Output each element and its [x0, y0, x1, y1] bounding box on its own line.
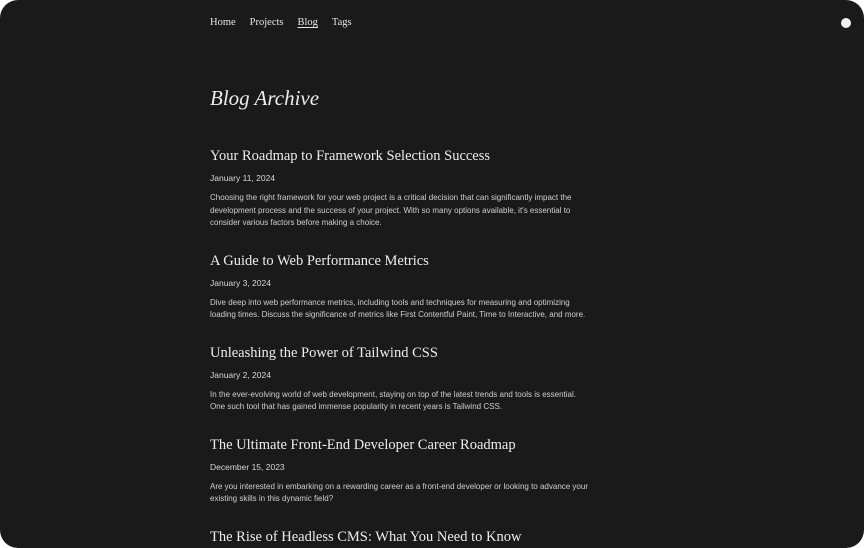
post-item — [210, 435, 590, 506]
post-title-link[interactable]: Your Roadmap to Framework Selection Success — [210, 148, 491, 164]
post-title-link[interactable]: A Guide to Web Performance Metrics — [210, 252, 429, 269]
page-title: Blog Archive — [210, 86, 320, 110]
nav-item-projects[interactable]: Projects — [249, 17, 284, 28]
post-title-link[interactable]: The Rise of Headless CMS: What You Need to Know — [210, 528, 522, 545]
post-excerpt: Are you interested in embarking on a rewarding career as a front-end developer or looking to advance your existing skills in this dynamic field? — [210, 481, 588, 503]
nav-item-tags[interactable]: Tags — [331, 17, 352, 28]
main-content — [210, 84, 590, 548]
post-item — [210, 343, 590, 414]
post-date: January 2, 2024 — [210, 369, 271, 380]
post-item — [210, 251, 590, 322]
post-title-link[interactable]: The Ultimate Front-End Developer Career Roadmap — [210, 436, 516, 453]
top-nav — [210, 17, 366, 28]
post-item — [210, 146, 590, 230]
theme-toggle-icon[interactable] — [841, 18, 851, 28]
nav-item-home[interactable]: Home — [210, 17, 236, 28]
post-date: December 15, 2023 — [210, 461, 285, 472]
post-excerpt: Choosing the right framework for your web project is a critical decision that can significantly impact the development process and the success of your project. With so many options available, it's essential to consider various factors before making a choice. — [210, 193, 572, 227]
nav-item-blog[interactable]: Blog — [297, 17, 318, 28]
post-excerpt: In the ever-evolving world of web development, staying on top of the latest trends and tools is essential. One such tool that has gained immense popularity in recent years is Tailwind CSS. — [210, 389, 576, 411]
post-date: January 11, 2024 — [210, 173, 276, 183]
post-excerpt: Dive deep into web performance metrics, including tools and techniques for measuring and optimizing loading times. Discuss the significance of metrics like First Contentful Paint, Time to Interactive, and more. — [210, 297, 586, 319]
post-item — [210, 527, 590, 547]
post-title-link[interactable]: Unleashing the Power of Tailwind CSS — [210, 344, 438, 361]
post-date: January 3, 2024 — [210, 277, 271, 288]
